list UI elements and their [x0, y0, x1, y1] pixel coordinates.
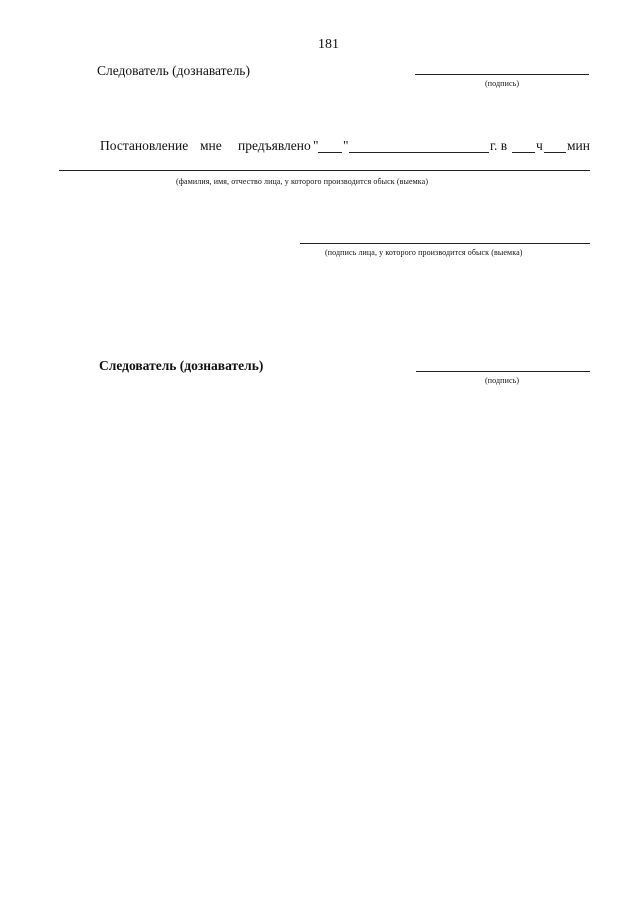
day-blank: [318, 138, 342, 153]
page-number: 181: [318, 37, 339, 52]
person-signature-line: [300, 243, 590, 244]
signature-line: [415, 74, 589, 75]
quote-open: ": [313, 138, 319, 153]
decree-word: предъявлено: [238, 138, 311, 153]
decree-statement: [100, 138, 589, 156]
signature-caption: (подпись): [485, 376, 520, 385]
quote-close: ": [343, 138, 349, 153]
minute-suffix: мин: [567, 138, 590, 153]
person-signature-caption: (подпись лица, у которого производится обыск (выемка): [325, 248, 523, 257]
hour-suffix: ч: [536, 138, 543, 153]
person-name-line: [59, 170, 590, 171]
officer-label: Следователь (дознаватель): [99, 358, 264, 373]
hour-blank: [512, 138, 535, 153]
month-year-blank: [349, 138, 489, 153]
decree-word: Постановление: [100, 138, 189, 153]
minute-blank: [544, 138, 566, 153]
signature-caption: (подпись): [485, 79, 520, 88]
signature-line: [416, 371, 590, 372]
officer-label: Следователь (дознаватель): [97, 63, 250, 78]
year-suffix: г. в: [490, 138, 508, 153]
decree-word: мне: [200, 138, 222, 153]
person-name-caption: (фамилия, имя, отчество лица, у которого производится обыск (выемка): [176, 177, 429, 186]
